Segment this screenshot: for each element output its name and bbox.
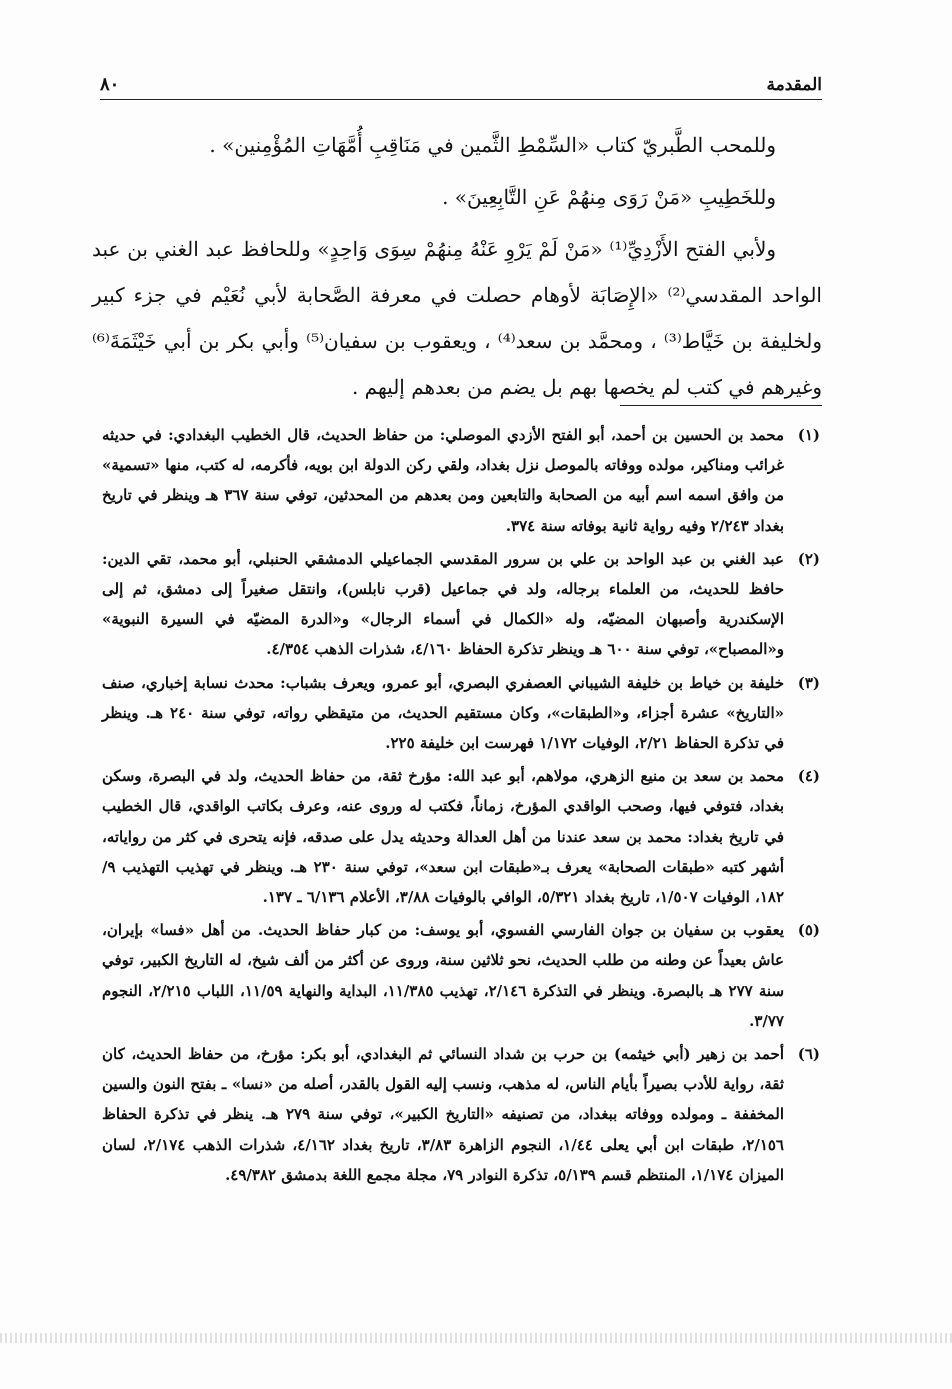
- footnote-2: [102, 544, 820, 665]
- footnote-number: (٥): [797, 921, 820, 940]
- footnote-text: محمد بن الحسين بن أحمد، أبو الفتح الأزدي الموصلي: من حفاظ الحديث، قال الخطيب البغدادي: في حديثه غرائب ومناكير، مولده ووفاته بالموصل نزل بغداد، ولقي ركن الدولة ابن بويه، فأكرمه، له كتب، منها «تسمية» من وافق اسمه اسم أبيه من الصحابة والتابعين ومن بعدهم من المحدثين، توفي سنة ٣٦٧ هـ وينظر في تاريخ بغداد ٢/٢٤٣ وفيه رواية ثانية بوفاته سنة ٣٧٤.: [102, 426, 784, 535]
- footnote-4: [102, 761, 820, 912]
- footnotes: [102, 420, 820, 1193]
- footnote-number: (٤): [797, 767, 820, 786]
- paragraph-1: وللمحب الطَّبريّ كتاب «السِّمْطِ الثَّمين في مَنَاقِبِ أُمَّهَاتِ المُؤْمِنين» .: [209, 133, 776, 157]
- footnote-number: (٢): [797, 549, 820, 568]
- page-number: ٨٠: [100, 74, 120, 95]
- footnote-text: خليفة بن خياط بن خليفة الشيباني العصفري البصري، أبو عمرو، ويعرف بشباب: محدث نسابة إخباري، صنف «التاريخ» عشرة أجزاء، و«الطبقات»، وكان مستقيم الحديث، من متيقظي رواته، توفي سنة ٢٤٠ هـ. وينظر في تذكرة الحفاظ ٢/٢١، الوفيات ١/١٧٢ فهرست ابن خليفة ٢٢٥.: [102, 673, 784, 753]
- section-title: المقدمة: [766, 75, 822, 95]
- paragraph-3: ولأبي الفتح الأَزْدِيِّ⁽¹⁾ «مَنْ لَمْ يَرْوِ عَنْهُ مِنهُمْ سِوَى وَاحِدٍ» وللحافظ عبد الغني بن عبد الواحد المقدسي⁽²⁾ «الإِصَابَة لأوهام حصلت في معرفة الصَّحابة لأبي نُعَيْم في جزء كبير ولخليفة بن خَيَّاط⁽³⁾ ، ومحمَّد بن سعد⁽⁴⁾ ، ويعقوب بن سفيان⁽⁵⁾ وأبي بكر بن أبي خَيْثَمَةَ⁽⁶⁾ وغيرهم في كتب لم يخصها بهم بل يضم من بعدهم إليهم .: [92, 237, 823, 399]
- footnote-1: [102, 420, 820, 541]
- footnote-3: [102, 668, 820, 759]
- paragraph-2: وللخَطِيبِ «مَنْ رَوَى مِنهُمْ عَنِ التَّابِعِينَ» .: [442, 185, 776, 209]
- main-text: [92, 122, 822, 410]
- footnote-number: (٣): [797, 673, 820, 692]
- footnote-number: (٦): [797, 1045, 820, 1064]
- scan-edge-artifact: [0, 1333, 952, 1343]
- footnote-number: (١): [797, 426, 820, 444]
- footnote-6: [102, 1039, 820, 1190]
- footnote-separator: [620, 405, 822, 406]
- footnote-text: يعقوب بن سفيان بن جوان الفارسي الفسوي، أبو يوسف: من كبار حفاظ الحديث. من أهل «فسا» بإيران، عاش بعيداً عن وطنه من طلب الحديث، نحو ثلاثين سنة، وروى عن أكثر من ألف شيخ، له التاريخ الكبير، توفي سنة ٢٧٧ هـ بالبصرة. وينظر في التذكرة ٢/١٤٦، تهذيب ١١/٣٨٥، البداية والنهاية ١١/٥٩، اللباب ٢/٢١٥، النجوم ٣/٧٧.: [102, 921, 785, 1030]
- footnote-5: [102, 915, 820, 1036]
- page-header: [100, 66, 822, 100]
- footnote-text: عبد الغني بن عبد الواحد بن علي بن سرور المقدسي الجماعيلي الدمشقي الحنبلي، أبو محمد، تقي الدين: حافظ للحديث، من العلماء برجاله، ولد في جماعيل (قرب نابلس)، وانتقل صغيراً إلى دمشق، ثم إلى الإسكندرية وأصبهان المضيّه، وله «الكمال في أسماء الرجال» و«الدرة المضيّه في السيرة النبوية» و«المصباح»، توفي سنة ٦٠٠ هـ وينظر تذكرة الحفاظ ٤/١٦٠، شذرات الذهب ٤/٣٥٤.: [102, 549, 784, 659]
- footnote-text: أحمد بن زهير (أبي خيثمه) بن حرب بن شداد النسائي ثم البغدادي، أبو بكر: مؤرخ، من حفاظ الحديث، كان ثقة، رواية للأدب بصيراً بأيام الناس، له مذهب، ونسب إليه القول بالقدر، أصله من «نسا» ـ بفتح النون والسين المخففة ـ ومولده ووفاته ببغداد، من تصنيفه «التاريخ الكبير»، توفي سنة ٢٧٩ هـ. ينظر في تذكرة الحفاظ ٢/١٥٦، طبقات ابن أبي يعلى ١/٤٤، النجوم الزاهرة ٣/٨٣، تاريخ بغداد ٤/١٦٢، شذرات الذهب ٢/١٧٤، لسان الميزان ١/١٧٤، المنتظم قسم ٥/١٣٩، تذكرة النوادر ٧٩، مجلة مجمع اللغة بدمشق ٤٩/٣٨٢.: [102, 1045, 784, 1184]
- footnote-text: محمد بن سعد بن منيع الزهري، مولاهم، أبو عبد الله: مؤرخ ثقة، من حفاظ الحديث، ولد في البصرة، وسكن بغداد، فتوفي فيها، وصحب الواقدي المؤرخ، زماناً، فكتب له وروى عنه، وعرف بكاتب الواقدي، قال الخطيب في تاريخ بغداد: محمد بن سعد عندنا من أهل العدالة وحديثه يدل على صدقه، فإنه يتحرى في كثر من رواياته، أشهر كتبه «طبقات الصحابة» يعرف بـ«طبقات ابن سعد»، توفي سنة ٢٣٠ هـ. وينظر في تهذيب التهذيب ٩/ ١٨٢، الوفيات ١/٥٠٧، تاريخ بغداد ٥/٣٢١، الوافي بالوفيات ٣/٨٨، الأعلام ٦/١٣٦ ـ ١٣٧.: [102, 767, 784, 907]
